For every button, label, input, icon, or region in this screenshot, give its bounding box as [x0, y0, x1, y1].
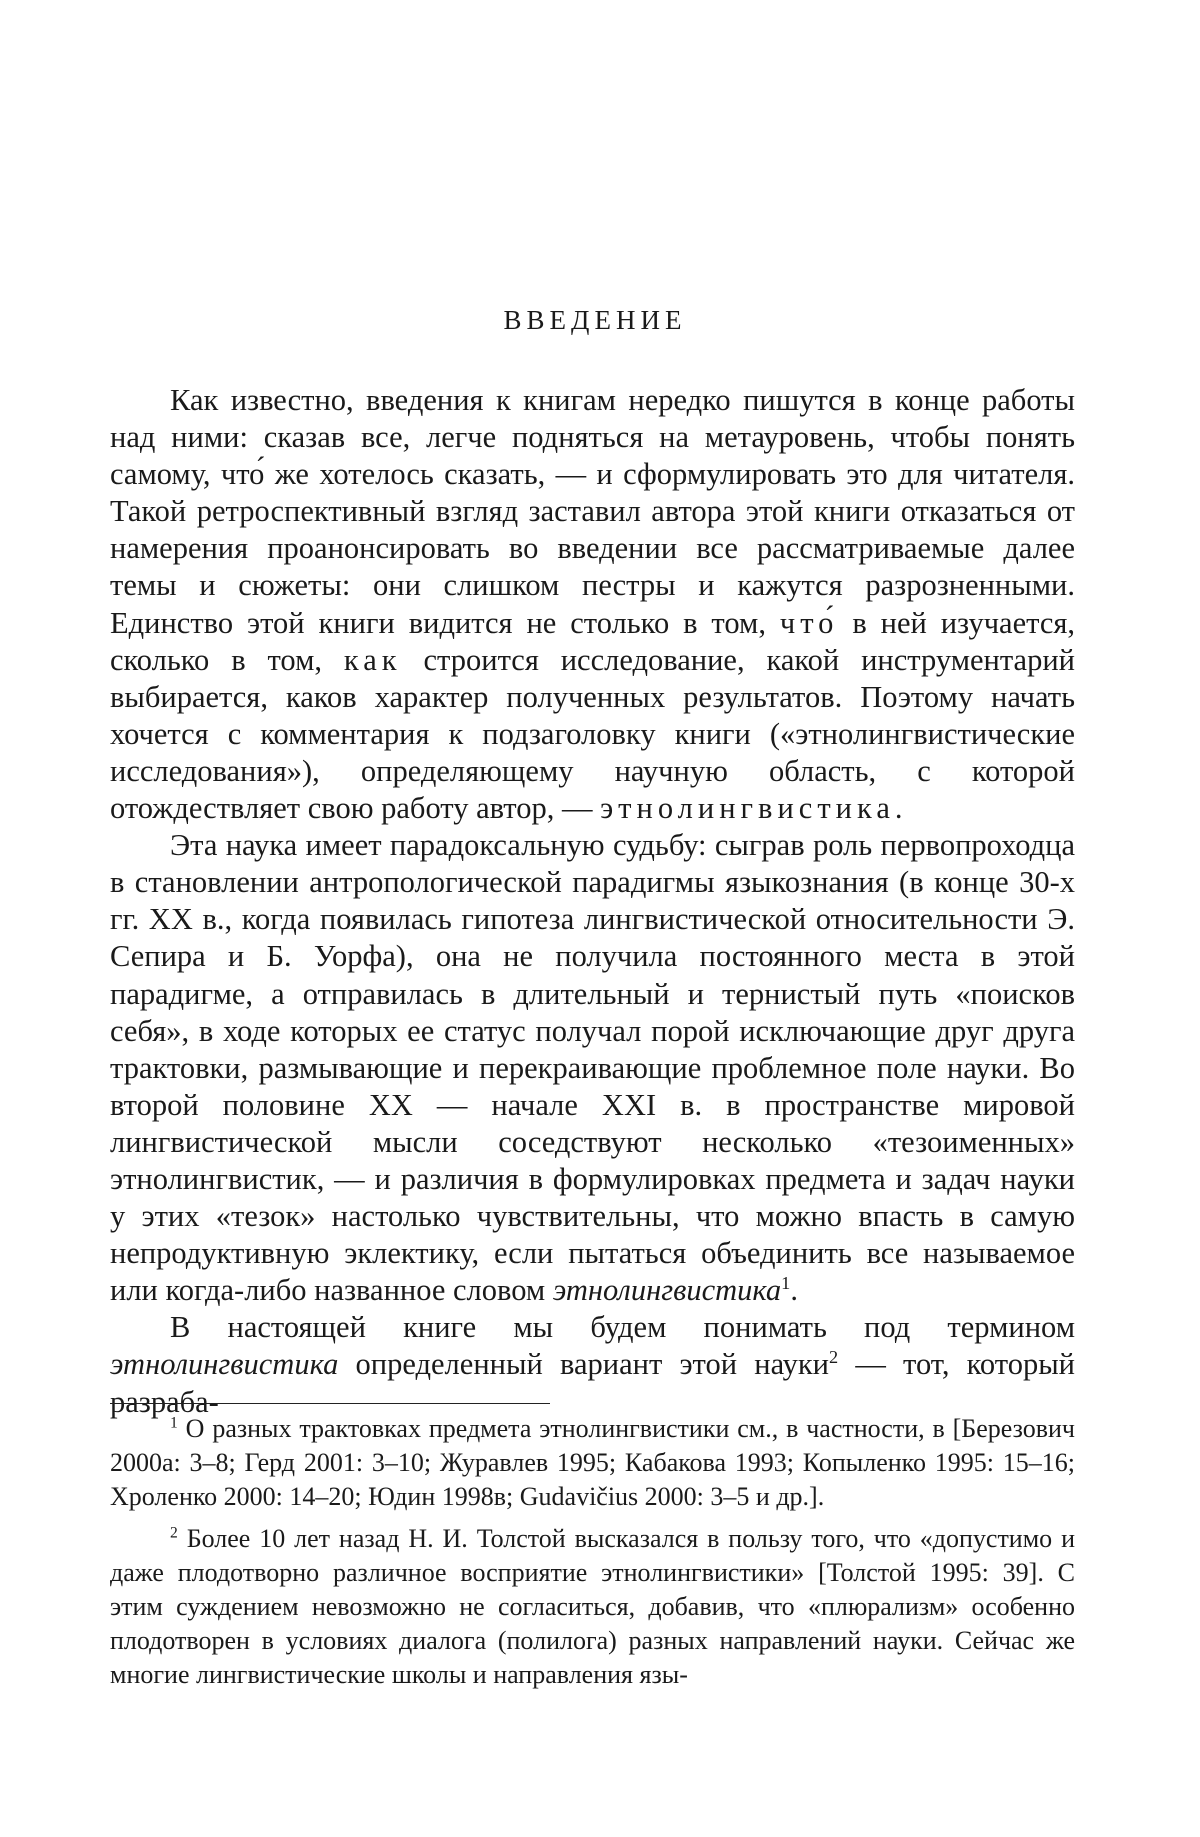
- book-page: [110, 0, 1080, 1837]
- paragraph-2-text: Эта наука имеет парадоксальную судьбу: сыграв роль первопроходца в становлении антропологической парадигмы языкознания (в конце 30-х гг. XX в., когда появилась гипотеза лингвистической относительности Э. Сепира и Б. Уорфа), она не получила постоянного места в этой парадигме, а отправилась в длительный и тернистый путь «поисков себя», в ходе которых ее статус получал порой исключающие друг друга трактовки, размывающие и перекраивающие проблемное поле науки. Во второй половине XX — начале XXI в. в пространстве мировой лингвистической мысли соседствуют несколько «тезоименных» этнолингвистик, — и различия в формулировках предмета и задач науки у этих «тезок» настолько чувствительны, что можно впасть в самую непродуктивную эклектику, если пытаться объединить все называемое или когда-либо названное словом: [110, 828, 1075, 1308]
- emphasis-how: как: [343, 642, 402, 677]
- paragraph-1-text-a: Как известно, введения к книгам нередко пишутся в конце работы над ними: сказав все, легче подняться на метауровень, чтобы понять самому, что́ же хотелось сказать, — и сформулировать это для читателя. Такой ретроспективный взгляд заставил автора этой книги отказаться от намерения проанонсировать во введении все рассматриваемые далее темы и сюжеты: они слишком пестры и кажутся разрозненными. Единство этой книги видится не столько в том,: [110, 383, 1075, 640]
- main-text: [110, 382, 1075, 1421]
- paragraph-3-text-c: — тот, который разраба-: [110, 1347, 1076, 1419]
- footnote-ref-1[interactable]: 1: [781, 1273, 791, 1294]
- paragraph-3-text-b: определенный вариант этой науки: [355, 1347, 829, 1382]
- term-ethnolinguistics: этнолингвистика: [552, 1273, 782, 1308]
- footnote-1-text: О разных трактовках предмета этнолингвистики см., в частности, в [Березович 2000а: 3–8; Герд 2001: 3–10; Журавлев 1995; Кабакова 1993; Копыленко 1995: 15–16; Хроленко 2000: 14–20; Юдин 1998в; Gudavičius 2000: 3–5 и др.].: [110, 1414, 1076, 1511]
- footnote-2-text: Более 10 лет назад Н. И. Толстой высказался в пользу того, что «допустимо и даже плодотворно различное восприятие этнолингвистики» [Толстой 1995: 39]. С этим суждением невозможно не согласиться, добавив, что «плюрализм» особенно плодотворен в условиях диалога (полилога) разных направлений науки. Сейчас же многие лингвистические школы и направления язы-: [110, 1524, 1075, 1689]
- footnote-2-number: 2: [170, 1524, 178, 1542]
- term-ethnolinguistics-2: этнолингвистика: [110, 1347, 339, 1382]
- paragraph-2: [110, 827, 1075, 1309]
- chapter-title: ВВЕДЕНИЕ: [503, 305, 687, 335]
- footnotes: [110, 1412, 1075, 1700]
- paragraph-2-end: .: [790, 1273, 798, 1308]
- footnote-divider: [110, 1403, 550, 1404]
- paragraph-1-text-c: строится исследование, какой инструментарий выбирается, каков характер полученных результатов. Поэтому начать хочется с комментария к подзаголовку книги («этнолингвистические исследования»), определяющему научную область, с которой отождествляет свою работу автор, —: [110, 642, 1075, 826]
- paragraph-1: [110, 382, 1075, 827]
- footnote-1: [110, 1412, 1075, 1514]
- paragraph-1-text-b: в ней изучается, сколько в том,: [110, 605, 1076, 677]
- emphasis-what: что́: [779, 605, 839, 640]
- emphasis-ethnolinguistics: этнолингвистика.: [600, 791, 908, 826]
- footnote-2: [110, 1522, 1075, 1692]
- footnote-ref-2[interactable]: 2: [828, 1347, 839, 1368]
- paragraph-3-text-a: В настоящей книге мы будем понимать под термином: [170, 1310, 1075, 1345]
- footnote-1-number: 1: [170, 1414, 178, 1432]
